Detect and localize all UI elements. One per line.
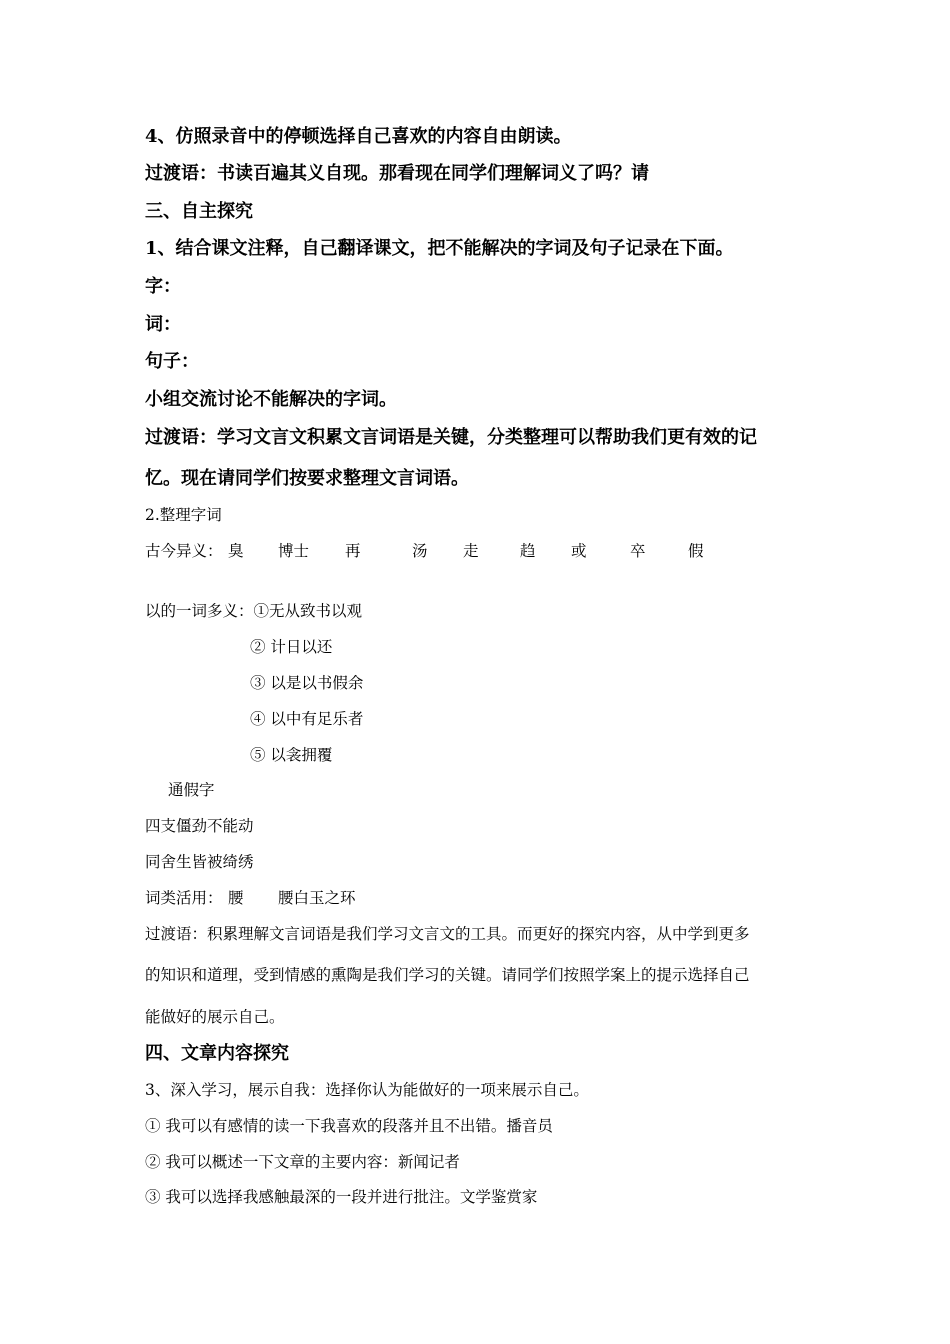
tongjia-label: 通假字 [168, 781, 215, 799]
transition-line: 过渡语：书读百遍其义自现。那看现在同学们理解词义了吗？请 [145, 163, 649, 184]
tongjia-item: 同舍生皆被绮绣 [145, 853, 254, 871]
option-item: ② 我可以概述一下文章的主要内容：新闻记者 [145, 1153, 460, 1171]
yici-item: ④ 以中有足乐者 [250, 710, 364, 728]
transition-line: 过渡语：积累理解文言词语是我们学习文言文的工具。而更好的探究内容，从中学到更多 [145, 925, 750, 943]
text-line: 句子： [145, 351, 199, 372]
cilei-label: 词类活用： [145, 889, 223, 907]
gujin-word: 或 [571, 542, 587, 560]
gujin-label: 古今异义： [145, 542, 223, 560]
gujin-word: 假 [688, 542, 704, 560]
yici-item: ①无从致书以观 [253, 602, 363, 620]
section-heading: 四、文章内容探究 [145, 1043, 289, 1064]
text-line: 小组交流讨论不能解决的字词。 [145, 389, 397, 410]
yici-item: ② 计日以还 [250, 638, 333, 656]
cilei-example: 腰白玉之环 [278, 889, 356, 907]
tongjia-item: 四支僵劲不能动 [145, 817, 254, 835]
transition-line: 过渡语：学习文言文积累文言词语是关键，分类整理可以帮助我们更有效的记 [145, 427, 757, 448]
option-item: ③ 我可以选择我感触最深的一段并进行批注。文学鉴赏家 [145, 1188, 538, 1206]
section-intro: 3、深入学习，展示自我：选择你认为能做好的一项来展示自己。 [145, 1081, 589, 1099]
yici-item: ③ 以是以书假余 [250, 674, 364, 692]
gujin-word: 臭 [228, 542, 244, 560]
text-line: 词： [145, 314, 181, 335]
gujin-word: 博士 [278, 542, 310, 560]
option-item: ① 我可以有感情的读一下我喜欢的段落并且不出错。播音员 [145, 1117, 553, 1135]
gujin-word: 卒 [630, 542, 646, 560]
text-line: 1、结合课文注释，自己翻译课文，把不能解决的字词及句子记录在下面。 [145, 238, 734, 259]
transition-line: 能做好的展示自己。 [145, 1008, 285, 1026]
cilei-word: 腰 [228, 889, 244, 907]
gujin-word: 汤 [412, 542, 428, 560]
subheading: 2.整理字词 [145, 506, 222, 524]
yici-item: ⑤ 以衾拥覆 [250, 746, 333, 764]
gujin-word: 再 [345, 542, 361, 560]
text-line: 4、仿照录音中的停顿选择自己喜欢的内容自由朗读。 [145, 126, 572, 147]
transition-line: 忆。现在请同学们按要求整理文言词语。 [145, 468, 469, 489]
transition-line: 的知识和道理，受到情感的熏陶是我们学习的关键。请同学们按照学案上的提示选择自己 [145, 966, 750, 984]
gujin-word: 趋 [520, 542, 536, 560]
gujin-word: 走 [463, 542, 479, 560]
yici-label-line [145, 604, 362, 620]
section-heading: 三、自主探究 [145, 201, 253, 222]
yici-label: 以的一词多义： [145, 602, 254, 620]
text-line: 字： [145, 276, 181, 297]
